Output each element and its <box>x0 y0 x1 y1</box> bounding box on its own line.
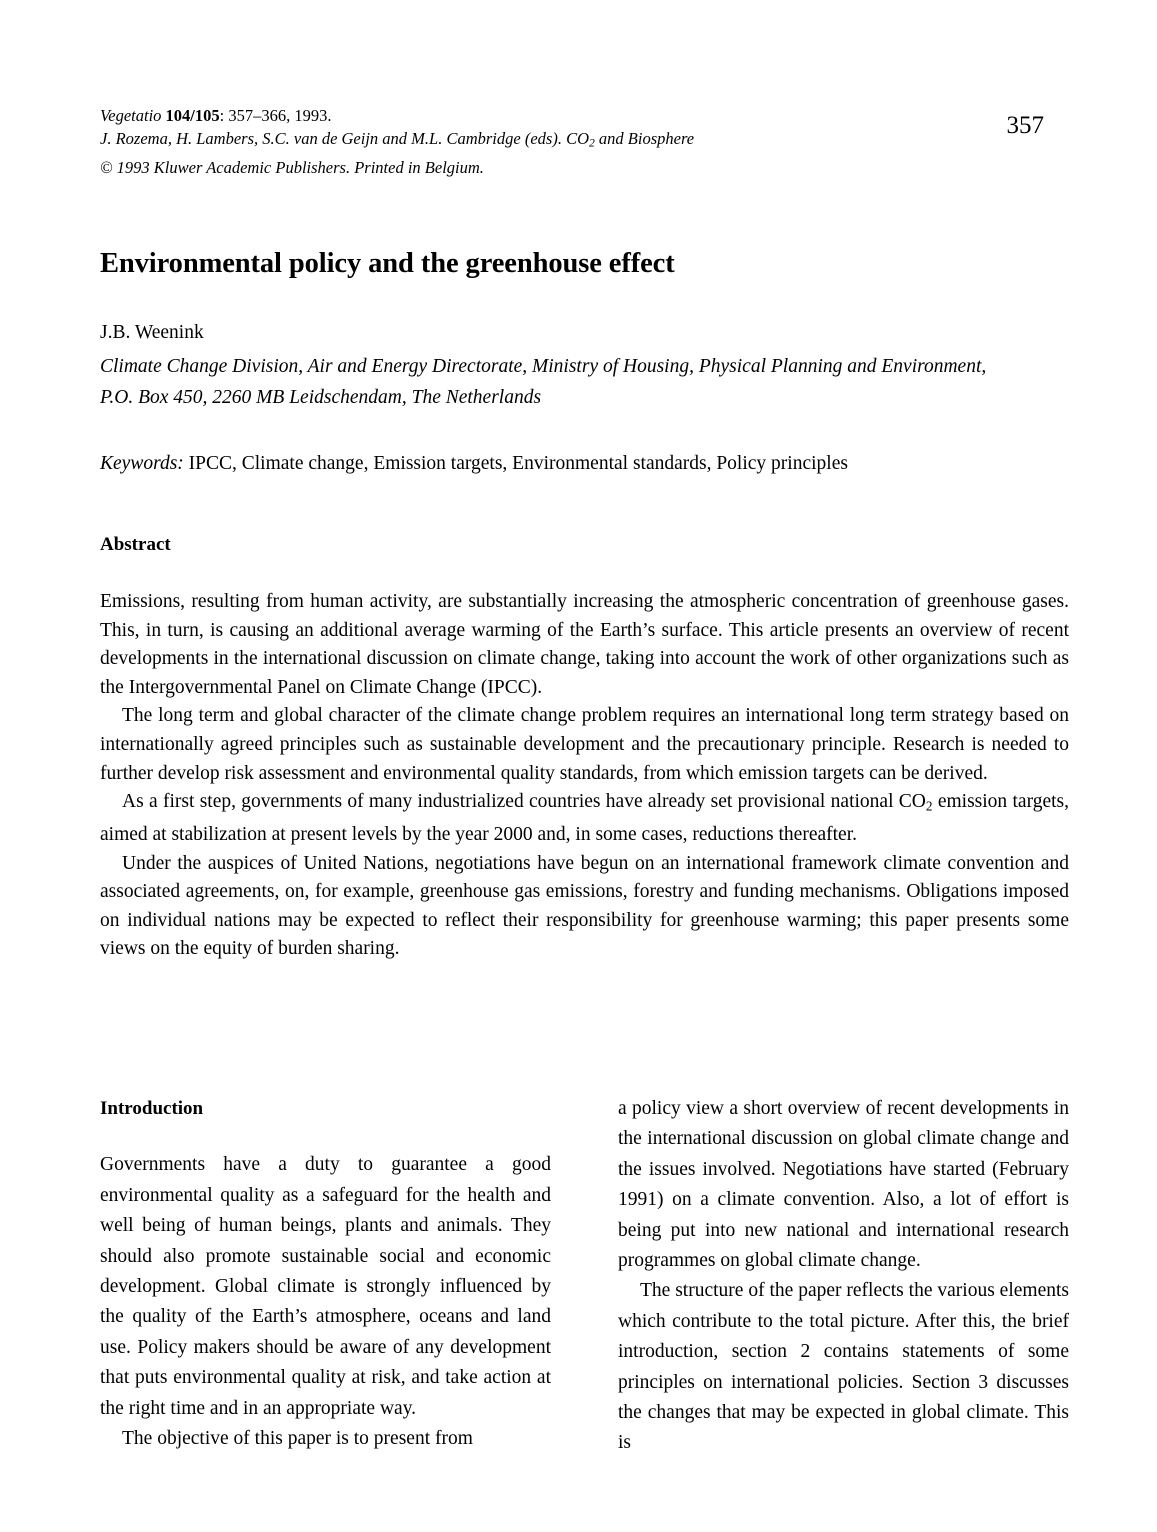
page-title: Environmental policy and the greenhouse effect <box>100 248 675 280</box>
copyright-line: © 1993 Kluwer Academic Publishers. Printed in Belgium. <box>100 157 484 177</box>
editors-co2-subscript: 2 <box>589 137 595 150</box>
abstract-body <box>100 588 1069 964</box>
body-paragraph: Governments have a duty to guarantee a good environmental quality as a safeguard for the health and well being of human beings, plants and animals. They should also promote sustainable social and economic development. Global climate is strongly influenced by the quality of the Earth’s atmosphere, oceans and land use. Policy makers should be aware of any development that puts environmental quality at risk, and take action at the right time and in an appropriate way. <box>100 1154 551 1419</box>
keywords-line <box>100 450 1060 478</box>
body-paragraph: The objective of this paper is to present from <box>122 1428 473 1450</box>
body-paragraph: The structure of the paper reflects the various elements which contribute to the total picture. After this, the brief introduction, section 2 contains statements of some principles on international policies. Section 3 discusses the changes that may be expected in global climate. This is <box>618 1280 1069 1454</box>
editors-suffix: and Biosphere <box>594 129 695 148</box>
abstract-paragraph <box>100 788 1069 850</box>
keywords-label: Keywords: <box>100 453 184 474</box>
editors-prefix: J. Rozema, H. Lambers, S.C. van de Geijn and M.L. Cambridge (eds). CO <box>100 129 589 148</box>
author-name: J.B. Weenink <box>100 322 204 343</box>
journal-name: Vegetatio <box>100 106 162 125</box>
keywords-list: IPCC, Climate change, Emission targets, Environmental standards, Policy principles <box>183 453 848 474</box>
right-column <box>618 1094 1069 1459</box>
abstract-paragraph: Under the auspices of United Nations, negotiations have begun on an international framework climate convention and associated agreements, on, for example, greenhouse gas emissions, forestry and funding mechanisms. Obligations imposed on individual nations may be expected to reflect their responsibility for greenhouse warming; this paper presents some views on the equity of burden sharing. <box>100 852 1069 960</box>
body-columns <box>100 1094 1069 1459</box>
abstract-co2-subscript: 2 <box>925 798 933 814</box>
page-number: 357 <box>1006 112 1044 139</box>
journal-pages-year: : 357–366, 1993. <box>219 106 332 125</box>
journal-editors-line <box>100 127 694 156</box>
abstract-paragraph: The long term and global character of the climate change problem requires an international long term strategy based on internationally agreed principles such as sustainable development and the precautionary principle. Research is needed to further develop risk assessment and environmental quality standards, from which emission targets can be derived. <box>100 705 1069 784</box>
journal-header <box>100 104 1060 179</box>
abstract-paragraph: Emissions, resulting from human activity, are substantially increasing the atmospheric concentration of greenhouse gases. This, in turn, is causing an additional average warming of the Earth’s surface. This article presents an overview of recent developments in the international discussion on climate change, taking into account the work of other organizations such as the Intergovernmental Panel on Climate Change (IPCC). <box>100 591 1069 698</box>
author-block <box>100 318 1000 413</box>
body-paragraph: a policy view a short overview of recent developments in the international discussion on global climate change and the issues involved. Negotiations have started (February 1991) on a climate convention. Also, a lot of effort is being put into new national and international research programmes on global climate change. <box>618 1098 1069 1272</box>
abstract-co2-suffix: emission targets, aimed at stabilization at present levels by the year 2000 and, in some cases, reductions thereafter. <box>100 791 1070 846</box>
left-column <box>100 1094 551 1459</box>
author-affiliation: Climate Change Division, Air and Energy Directorate, Ministry of Housing, Physical Planning and Environment, P.O. Box 450, 2260 MB Leidschendam, The Netherlands <box>100 356 987 408</box>
journal-citation-line <box>100 104 694 127</box>
section-heading-introduction: Introduction <box>100 1098 204 1119</box>
journal-volume: 104/105 <box>165 106 220 125</box>
abstract-heading: Abstract <box>100 534 171 555</box>
abstract-co2-prefix: As a first step, governments of many industrialized countries have already set provisional national CO <box>122 791 926 813</box>
journal-citation-lines <box>100 104 694 179</box>
